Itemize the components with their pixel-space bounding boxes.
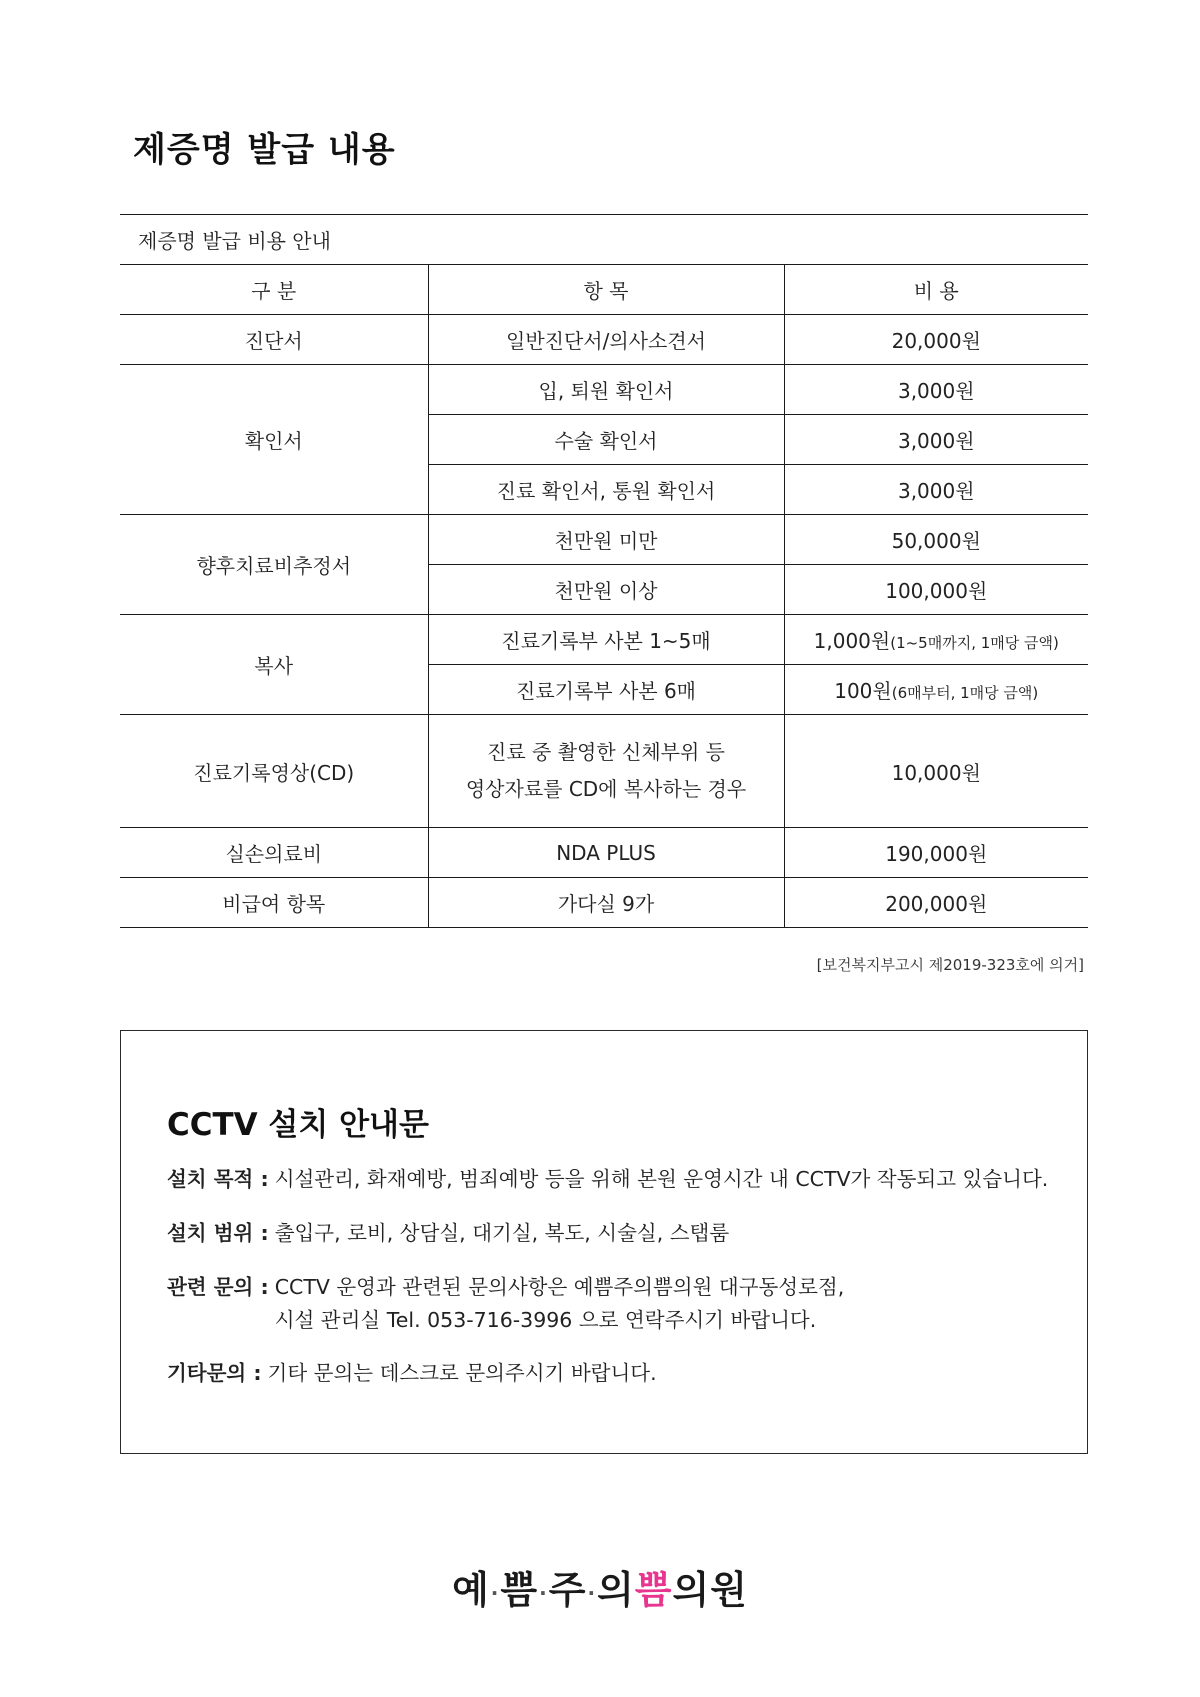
regulation-footnote: [보건복지부고시 제2019-323호에 의거] xyxy=(816,956,1084,974)
item-cell: 천만원 이상 xyxy=(428,565,784,615)
table-caption-row xyxy=(120,215,1088,265)
category-cell: 확인서 xyxy=(120,365,428,515)
item-cell: 일반진단서/의사소견서 xyxy=(428,315,784,365)
cctv-other-text: 기타 문의는 데스크로 문의주시기 바랍니다. xyxy=(267,1361,657,1385)
item-cell: NDA PLUS xyxy=(428,828,784,878)
cctv-purpose xyxy=(167,1163,1057,1196)
logo-dot: · xyxy=(490,1580,500,1605)
table-row xyxy=(120,365,1088,415)
logo-dot: · xyxy=(587,1580,597,1605)
logo-part: 쁨 xyxy=(500,1568,539,1612)
item-line: 진료 중 촬영한 신체부위 등 xyxy=(487,740,725,764)
cost-cell: 100,000원 xyxy=(784,565,1088,615)
cctv-purpose-text: 시설관리, 화재예방, 범죄예방 등을 위해 본원 운영시간 내 CCTV가 작동되고 있습니다. xyxy=(274,1167,1049,1191)
logo-dot: · xyxy=(539,1580,548,1605)
cctv-notice-box xyxy=(120,1030,1088,1454)
item-cell: 진료 확인서, 통원 확인서 xyxy=(428,465,784,515)
category-cell: 복사 xyxy=(120,615,428,715)
category-cell: 진료기록영상(CD) xyxy=(120,715,428,828)
table-row xyxy=(120,615,1088,665)
header-item: 항 목 xyxy=(428,265,784,315)
category-cell: 비급여 항목 xyxy=(120,878,428,928)
cost-value: 100원 xyxy=(834,679,892,703)
cctv-inquiry-text xyxy=(275,1271,845,1337)
cost-cell: 3,000원 xyxy=(784,365,1088,415)
header-category: 구 분 xyxy=(120,265,428,315)
cost-value: 1,000원 xyxy=(813,629,891,653)
category-cell: 향후치료비추정서 xyxy=(120,515,428,615)
item-cell: 가다실 9가 xyxy=(428,878,784,928)
cost-cell: 200,000원 xyxy=(784,878,1088,928)
table-row xyxy=(120,715,1088,828)
item-line: 영상자료를 CD에 복사하는 경우 xyxy=(465,777,747,801)
item-cell: 천만원 미만 xyxy=(428,515,784,565)
logo-accent: 쁨 xyxy=(634,1568,673,1612)
table-header-row xyxy=(120,265,1088,315)
cctv-other-label: 기타문의 : xyxy=(167,1361,262,1385)
logo-part: 의 xyxy=(597,1568,635,1612)
cost-note: (6매부터, 1매당 금액) xyxy=(891,684,1039,702)
cost-cell: 190,000원 xyxy=(784,828,1088,878)
logo-part: 의원 xyxy=(672,1568,748,1612)
cost-cell: 50,000원 xyxy=(784,515,1088,565)
cctv-inquiry-line: 시설 관리실 Tel. 053-716-3996 으로 연락주시기 바랍니다. xyxy=(274,1308,817,1332)
category-cell: 실손의료비 xyxy=(120,828,428,878)
cost-cell: 3,000원 xyxy=(784,465,1088,515)
cctv-range-label: 설치 범위 : xyxy=(167,1221,269,1245)
table-row xyxy=(120,878,1088,928)
item-cell: 진료기록부 사본 6매 xyxy=(428,665,784,715)
page-title: 제증명 발급 내용 xyxy=(133,130,396,170)
logo-part: 예 xyxy=(452,1568,490,1612)
cost-cell: 3,000원 xyxy=(784,415,1088,465)
category-cell: 진단서 xyxy=(120,315,428,365)
table-row xyxy=(120,828,1088,878)
cctv-range xyxy=(167,1217,1057,1250)
item-cell xyxy=(428,715,784,828)
header-cost: 비 용 xyxy=(784,265,1088,315)
item-cell: 진료기록부 사본 1~5매 xyxy=(428,615,784,665)
table-row xyxy=(120,315,1088,365)
clinic-logo xyxy=(0,1559,1200,1614)
cctv-purpose-label: 설치 목적 : xyxy=(167,1167,269,1191)
cost-note: (1~5매까지, 1매당 금액) xyxy=(890,634,1059,652)
logo-part: 주 xyxy=(548,1568,587,1612)
table-row xyxy=(120,515,1088,565)
cctv-other xyxy=(167,1357,1057,1390)
cctv-inquiry-label: 관련 문의 : xyxy=(167,1275,269,1299)
cost-cell xyxy=(784,665,1088,715)
item-cell: 수술 확인서 xyxy=(428,415,784,465)
cctv-range-text: 출입구, 로비, 상담실, 대기실, 복도, 시술실, 스탭룸 xyxy=(274,1221,730,1245)
fee-table xyxy=(120,214,1088,928)
cost-cell: 10,000원 xyxy=(784,715,1088,828)
cctv-title: CCTV 설치 안내문 xyxy=(167,1107,429,1143)
cost-cell xyxy=(784,615,1088,665)
table-caption: 제증명 발급 비용 안내 xyxy=(120,215,1088,265)
cctv-inquiry-line: CCTV 운영과 관련된 문의사항은 예쁨주의쁨의원 대구동성로점, xyxy=(274,1275,845,1299)
cctv-inquiry xyxy=(167,1271,1057,1337)
cost-cell: 20,000원 xyxy=(784,315,1088,365)
item-cell: 입, 퇴원 확인서 xyxy=(428,365,784,415)
